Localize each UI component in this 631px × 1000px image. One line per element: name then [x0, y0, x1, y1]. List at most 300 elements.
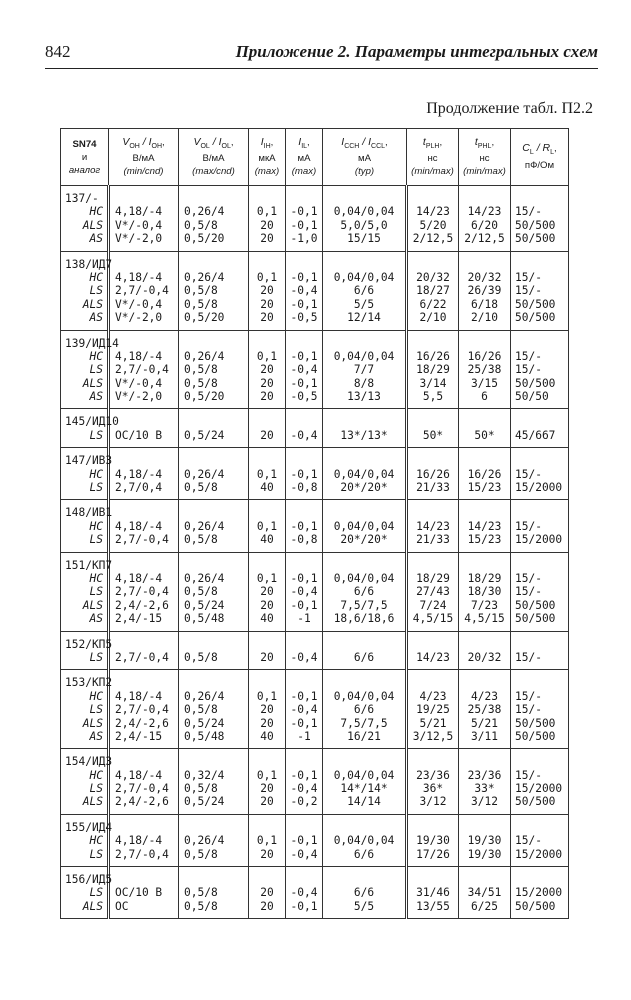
- parameters-table: [60, 128, 569, 919]
- table-group: [61, 552, 569, 631]
- table-cell: [179, 330, 249, 409]
- cell-value: 20: [260, 390, 274, 404]
- cell-value: 50/500: [515, 729, 556, 743]
- column-header-subscript: OH: [129, 142, 140, 150]
- table-group: [61, 448, 569, 500]
- family-label: LS: [89, 428, 103, 442]
- cell-value: 20*/20*: [340, 481, 388, 495]
- table-cell: [407, 749, 459, 815]
- column-header: [179, 129, 249, 186]
- cell-value: 0,5/8: [184, 297, 218, 311]
- spacer: [110, 258, 178, 271]
- spacer: [459, 676, 510, 689]
- table-group: [61, 749, 569, 815]
- spacer: [286, 337, 322, 350]
- family-label: LS: [89, 886, 103, 900]
- cell-value: 15/2000: [515, 481, 563, 495]
- group-title: 147/ИВ3: [65, 454, 113, 468]
- cell-value: 15/-: [515, 585, 542, 599]
- table-cell: [511, 409, 569, 448]
- cell-value: 6/18: [471, 297, 498, 311]
- cell-value: 0,04/0,04: [333, 834, 395, 848]
- column-header: [286, 129, 323, 186]
- family-label: ALS: [82, 376, 103, 390]
- table-cell: [61, 330, 119, 409]
- cell-value: 50/500: [515, 376, 556, 390]
- cell-value: 25/38: [467, 363, 502, 377]
- cell-value: V*/-2,0: [115, 232, 163, 246]
- cell-value: 0,5/8: [184, 847, 218, 861]
- cell-value: 15/-: [515, 205, 542, 219]
- cell-value: 20/32: [416, 270, 450, 284]
- table-cell: [109, 670, 179, 749]
- cell-value: 4,18/-4: [115, 205, 163, 219]
- cell-value: -0,4: [290, 847, 318, 861]
- cell-value: 0,04/0,04: [333, 349, 395, 363]
- spacer: [323, 192, 405, 205]
- spacer: [459, 755, 510, 768]
- cell-value: 20: [260, 428, 274, 442]
- spacer: [323, 337, 405, 350]
- cell-value: 15/-: [515, 689, 542, 703]
- group-title: 154/ИД3: [65, 755, 113, 769]
- cell-value: 45/667: [515, 428, 556, 442]
- table-cell: [459, 251, 511, 330]
- group-title: 156/ИД5: [65, 873, 113, 887]
- family-label: HC: [89, 571, 103, 585]
- cell-value: 26/39: [467, 284, 502, 298]
- spacer: [408, 415, 458, 428]
- cell-value: 0,5/8: [184, 886, 218, 900]
- cell-value: 15/2000: [515, 886, 563, 900]
- table-cell: [109, 186, 179, 252]
- cell-value: 5/5: [353, 899, 375, 913]
- cell-value: OC/10 В: [115, 428, 163, 442]
- column-header-subscript: PLH: [425, 142, 440, 150]
- spacer: [459, 821, 510, 834]
- cell-value: 5/5: [353, 297, 375, 311]
- spacer: [511, 506, 568, 519]
- table-cell: [109, 814, 179, 866]
- table-cell: [109, 448, 179, 500]
- column-header-subscript: OL: [200, 142, 210, 150]
- cell-value: 0,04/0,04: [333, 689, 395, 703]
- cell-value: 0,26/4: [184, 689, 225, 703]
- column-header-line2: В/мА: [132, 153, 155, 165]
- cell-value: 0,5/8: [184, 650, 218, 664]
- spacer: [249, 415, 285, 428]
- column-header-line1: [511, 142, 568, 159]
- table-cell: [459, 749, 511, 815]
- table-cell: [61, 631, 113, 670]
- column-header-line3: (max/cnd): [192, 166, 235, 178]
- spacer: [459, 415, 510, 428]
- cell-value: 20: [260, 376, 274, 390]
- cell-value: 2,4/-2,6: [115, 598, 169, 612]
- column-header-subscript: PHL: [477, 142, 492, 150]
- cell-value: 3/15: [471, 376, 498, 390]
- table-cell: [511, 867, 569, 919]
- table-cell: [511, 186, 569, 252]
- table-cell: [407, 552, 459, 631]
- spacer: [408, 821, 458, 834]
- cell-value: 2,7/-0,4: [115, 650, 169, 664]
- cell-value: 14/23: [416, 519, 450, 533]
- cell-value: 50/500: [515, 795, 556, 809]
- spacer: [179, 415, 248, 428]
- cell-value: 0,32/4: [184, 768, 225, 782]
- spacer: [110, 676, 178, 689]
- cell-value: -0,1: [290, 467, 318, 481]
- column-header-subscript: OL: [221, 142, 231, 150]
- family-label: LS: [89, 481, 103, 495]
- cell-value: 15/-: [515, 519, 542, 533]
- table-cell: [249, 552, 286, 631]
- cell-value: 0,5/24: [184, 716, 225, 730]
- cell-value: 50/500: [515, 612, 556, 626]
- spacer: [323, 258, 405, 271]
- spacer: [110, 506, 178, 519]
- cell-value: 7/7: [353, 363, 375, 377]
- table-cell: [286, 631, 323, 670]
- cell-value: 40: [260, 533, 274, 547]
- cell-value: 20: [260, 795, 274, 809]
- table-cell: [511, 749, 569, 815]
- table-cell: [323, 448, 407, 500]
- table-cell: [249, 330, 286, 409]
- cell-value: -0,1: [290, 689, 318, 703]
- cell-value: 16/26: [416, 467, 450, 481]
- cell-value: 0,26/4: [184, 205, 225, 219]
- table-cell: [459, 330, 511, 409]
- spacer: [323, 873, 405, 886]
- table-cell: [179, 631, 249, 670]
- table-cell: [61, 186, 109, 252]
- cell-value: 23/36: [467, 768, 502, 782]
- table-cell: [249, 867, 286, 919]
- spacer: [179, 506, 248, 519]
- column-header-line2: пФ/Ом: [524, 159, 555, 171]
- table-cell: [286, 448, 323, 500]
- cell-value: 15/-: [515, 270, 542, 284]
- cell-value: 20: [260, 703, 274, 717]
- cell-value: 20/32: [467, 650, 502, 664]
- cell-value: 18/29: [416, 571, 450, 585]
- column-header-line1: [109, 136, 178, 153]
- spacer: [179, 258, 248, 271]
- cell-value: 50/50: [515, 390, 549, 404]
- spacer: [179, 755, 248, 768]
- cell-value: -0,4: [290, 782, 318, 796]
- cell-value: 20: [260, 284, 274, 298]
- column-header-line3: (min/max): [411, 166, 454, 178]
- table-cell: [61, 552, 113, 631]
- spacer: [323, 506, 405, 519]
- cell-value: 17/26: [416, 847, 450, 861]
- table-cell: [179, 552, 249, 631]
- column-header-line2: нс: [479, 153, 490, 165]
- cell-value: 50/500: [515, 297, 556, 311]
- column-header-subscript: CCH: [344, 142, 360, 150]
- cell-value: 15/-: [515, 349, 542, 363]
- spacer: [408, 873, 458, 886]
- spacer: [286, 559, 322, 572]
- cell-value: 18/29: [416, 363, 450, 377]
- table-group: [61, 670, 569, 749]
- cell-value: -0,1: [290, 598, 318, 612]
- table-cell: [179, 251, 249, 330]
- table-cell: [323, 251, 407, 330]
- family-label: LS: [89, 650, 103, 664]
- spacer: [249, 337, 285, 350]
- spacer: [511, 638, 568, 651]
- cell-value: 19/30: [467, 834, 502, 848]
- spacer: [286, 638, 322, 651]
- group-title: 148/ИВ1: [65, 506, 113, 520]
- table-header-row: [61, 129, 569, 186]
- table-cell: [109, 409, 179, 448]
- column-header-line1: [286, 136, 322, 153]
- cell-value: 4,18/-4: [115, 834, 163, 848]
- table-cell: [179, 814, 249, 866]
- spacer: [249, 454, 285, 467]
- cell-value: 20/32: [467, 270, 502, 284]
- cell-value: -0,8: [290, 533, 318, 547]
- cell-value: 15/15: [347, 232, 381, 246]
- cell-value: OC: [115, 899, 129, 913]
- column-header-comma: ,: [307, 136, 310, 148]
- cell-value: 20*/20*: [340, 533, 388, 547]
- cell-value: 15/-: [515, 571, 542, 585]
- spacer: [249, 821, 285, 834]
- column-header-subscript: IL: [301, 142, 308, 150]
- cell-value: 0,1: [256, 270, 278, 284]
- cell-value: 4/23: [419, 689, 447, 703]
- cell-value: -1,0: [290, 232, 318, 246]
- table-cell: [407, 448, 459, 500]
- spacer: [179, 821, 248, 834]
- table-group: [61, 251, 569, 330]
- spacer: [179, 337, 248, 350]
- cell-value: 16/21: [347, 729, 381, 743]
- spacer: [511, 192, 568, 205]
- cell-value: -1: [297, 612, 311, 626]
- group-title: 155/ИД4: [65, 820, 113, 834]
- spacer: [110, 337, 178, 350]
- spacer: [408, 337, 458, 350]
- cell-value: 2/10: [419, 311, 447, 325]
- cell-value: 2,7/-0,4: [115, 703, 169, 717]
- table-cell: [109, 251, 179, 330]
- column-header-line3: (min/cnd): [123, 166, 164, 178]
- cell-value: -0,1: [290, 899, 318, 913]
- cell-value: 4,18/-4: [115, 571, 163, 585]
- cell-value: 0,5/20: [184, 232, 225, 246]
- cell-value: 14/23: [416, 650, 450, 664]
- cell-value: 13/55: [416, 899, 450, 913]
- cell-value: 0,04/0,04: [333, 519, 395, 533]
- table-cell: [109, 749, 179, 815]
- spacer: [286, 415, 322, 428]
- column-header-comma: ,: [385, 136, 388, 148]
- spacer: [511, 454, 568, 467]
- spacer: [459, 337, 510, 350]
- cell-value: 0,5/24: [184, 795, 225, 809]
- spacer: [511, 258, 568, 271]
- column-header-line2: мА: [297, 153, 311, 165]
- column-header: [249, 129, 286, 186]
- cell-value: 18/29: [467, 571, 502, 585]
- column-header-symbol: V: [193, 135, 201, 148]
- column-header-comma: ,: [230, 136, 234, 148]
- table-cell: [249, 814, 286, 866]
- cell-value: -0,4: [290, 703, 318, 717]
- table-cell: [407, 186, 459, 252]
- cell-value: 0,1: [256, 834, 278, 848]
- cell-value: 18/27: [416, 284, 450, 298]
- column-header-symbol: / R: [533, 142, 551, 155]
- cell-value: 0,5/8: [184, 533, 218, 547]
- spacer: [249, 638, 285, 651]
- cell-value: 20: [260, 363, 274, 377]
- cell-value: 0,26/4: [184, 519, 225, 533]
- cell-value: 20: [260, 598, 274, 612]
- cell-value: 0,1: [256, 349, 278, 363]
- family-label: ALS: [82, 218, 103, 232]
- cell-value: 0,5/24: [184, 428, 225, 442]
- column-header-line3: (typ): [354, 166, 375, 178]
- table-cell: [286, 409, 323, 448]
- table-cell: [249, 409, 286, 448]
- cell-value: 0,5/20: [184, 311, 225, 325]
- column-header-line2: мА: [358, 153, 371, 165]
- table-cell: [61, 500, 113, 552]
- group-title: 137/-: [65, 192, 99, 205]
- cell-value: -0,1: [290, 218, 318, 232]
- family-label: ALS: [82, 899, 103, 913]
- cell-value: 0,1: [256, 467, 278, 481]
- group-title: 145/ИД10: [65, 415, 119, 429]
- cell-value: 19/25: [416, 703, 450, 717]
- cell-value: 0,5/8: [184, 376, 218, 390]
- cell-value: 0,1: [256, 205, 278, 219]
- column-header: [511, 129, 569, 186]
- cell-value: 16/26: [467, 467, 502, 481]
- table-cell: [459, 867, 511, 919]
- spacer: [110, 192, 178, 205]
- spacer: [408, 676, 458, 689]
- spacer: [459, 873, 510, 886]
- cell-value: -0,4: [290, 585, 318, 599]
- table-cell: [286, 867, 323, 919]
- spacer: [110, 415, 178, 428]
- cell-value: 31/46: [416, 886, 450, 900]
- cell-value: 2,7/0,4: [115, 481, 163, 495]
- cell-value: 0,5/8: [184, 782, 218, 796]
- table-cell: [179, 448, 249, 500]
- column-header-comma: ,: [270, 136, 274, 148]
- family-label: HC: [89, 689, 103, 703]
- spacer: [286, 676, 322, 689]
- cell-value: -0,8: [290, 481, 318, 495]
- table-cell: [61, 251, 113, 330]
- cell-value: 16/26: [416, 349, 450, 363]
- cell-value: 2/12,5: [412, 232, 454, 246]
- table-cell: [323, 330, 407, 409]
- column-header: [459, 129, 511, 186]
- cell-value: 3/14: [419, 376, 447, 390]
- table-cell: [249, 631, 286, 670]
- spacer: [511, 337, 568, 350]
- cell-value: 0,5/24: [184, 598, 225, 612]
- spacer: [110, 559, 178, 572]
- group-title: 151/КП7: [65, 558, 113, 572]
- family-label: LS: [89, 363, 103, 377]
- cell-value: 50*: [474, 428, 495, 442]
- group-title: 153/КП2: [65, 676, 113, 690]
- cell-value: -0,5: [290, 390, 318, 404]
- cell-value: 0,1: [256, 768, 278, 782]
- cell-value: OC/10 В: [115, 886, 163, 900]
- cell-value: 7,5/7,5: [340, 716, 388, 730]
- cell-value: 0,04/0,04: [333, 768, 395, 782]
- spacer: [179, 559, 248, 572]
- spacer: [459, 192, 510, 205]
- column-header: [109, 129, 179, 186]
- spacer: [179, 873, 248, 886]
- column-header-subscript: OH: [151, 142, 162, 150]
- cell-value: 0,5/8: [184, 703, 218, 717]
- table-cell: [179, 186, 249, 252]
- spacer: [249, 258, 285, 271]
- table-cell: [109, 867, 179, 919]
- column-header-line2: нс: [427, 153, 438, 165]
- family-label: HC: [89, 270, 103, 284]
- cell-value: 2,7/-0,4: [115, 363, 169, 377]
- cell-value: 14/23: [467, 205, 502, 219]
- column-header-line1: [459, 136, 510, 153]
- table-cell: [459, 552, 511, 631]
- cell-value: 4/23: [471, 689, 498, 703]
- column-header-symbol: t: [422, 135, 426, 148]
- table-cell: [323, 409, 407, 448]
- cell-value: -0,2: [290, 795, 318, 809]
- family-label: LS: [89, 585, 103, 599]
- spacer: [286, 755, 322, 768]
- table-cell: [511, 500, 569, 552]
- spacer: [110, 638, 178, 651]
- table-cell: [511, 251, 569, 330]
- cell-value: 0,5/48: [184, 612, 225, 626]
- spacer: [249, 873, 285, 886]
- family-label: LS: [89, 847, 103, 861]
- column-header-symbol: / I: [139, 135, 152, 148]
- group-title: 138/ИД7: [65, 257, 113, 271]
- cell-value: 2,4/-15: [115, 612, 163, 626]
- cell-value: 20: [260, 650, 274, 664]
- table-cell: [459, 670, 511, 749]
- table-cell: [179, 867, 249, 919]
- cell-value: -0,1: [290, 519, 318, 533]
- family-label: LS: [89, 703, 103, 717]
- cell-value: 21/33: [416, 533, 450, 547]
- table-cell: [179, 749, 249, 815]
- cell-value: 4,18/-4: [115, 768, 163, 782]
- column-header: [61, 129, 109, 186]
- cell-value: 36*: [422, 782, 444, 796]
- cell-value: 0,04/0,04: [333, 571, 395, 585]
- table-cell: [511, 448, 569, 500]
